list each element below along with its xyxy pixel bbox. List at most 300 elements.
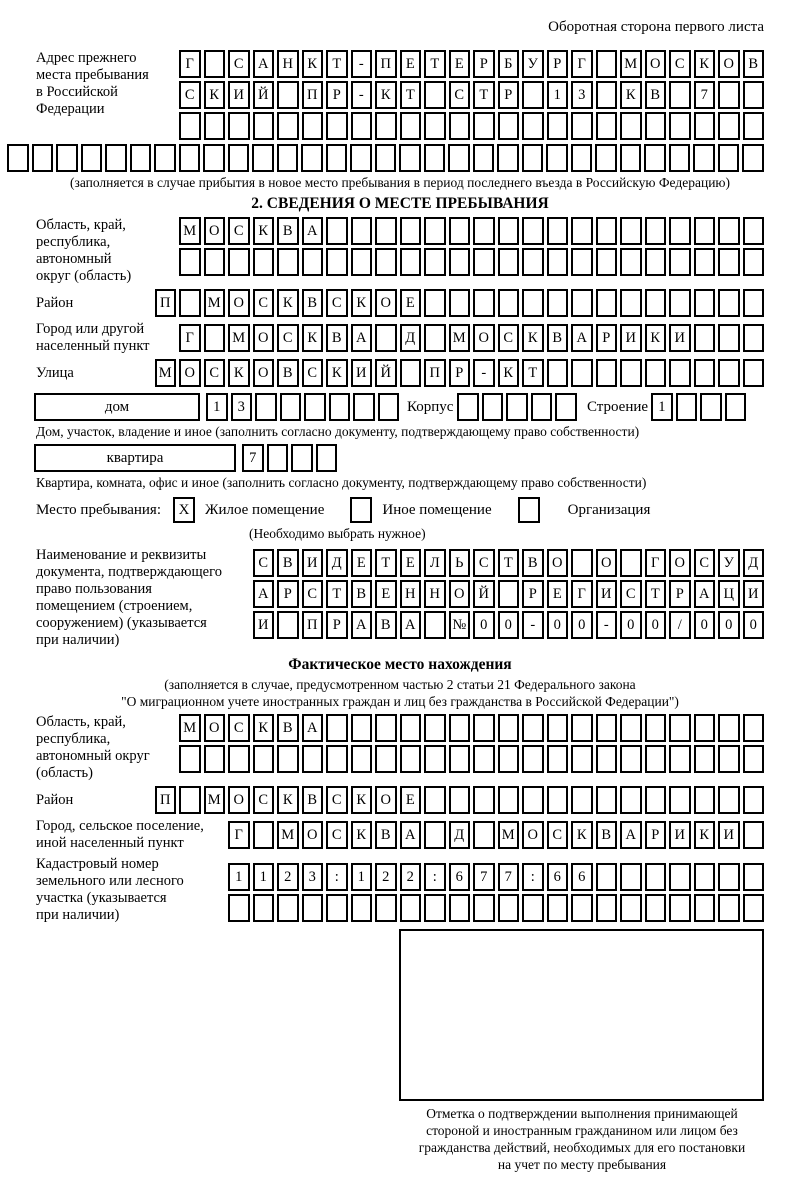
- char-cell: [204, 745, 226, 773]
- cell-row: [179, 81, 764, 109]
- char-cell: Р: [645, 821, 667, 849]
- char-cell: [620, 144, 642, 172]
- cell-row: [179, 324, 764, 352]
- char-cell: 0: [547, 611, 569, 639]
- char-cell: С: [694, 549, 716, 577]
- char-cell: [473, 217, 495, 245]
- char-cell: [718, 894, 740, 922]
- char-cell: О: [449, 580, 471, 608]
- char-cell: [620, 359, 642, 387]
- char-cell: [522, 81, 544, 109]
- char-cell: [645, 112, 667, 140]
- char-cell: [718, 714, 740, 742]
- char-cell: [498, 894, 520, 922]
- char-cell: [267, 444, 289, 472]
- char-cell: [350, 144, 372, 172]
- char-cell: [424, 611, 446, 639]
- char-cell: [326, 714, 348, 742]
- stamp-box: [399, 929, 764, 1101]
- char-cell: С: [277, 324, 299, 352]
- char-cell: -: [351, 50, 373, 78]
- char-cell: С: [253, 289, 275, 317]
- header-note: Оборотная сторона первого листа: [548, 19, 764, 35]
- char-cell: П: [155, 786, 177, 814]
- char-cell: [531, 393, 553, 421]
- char-cell: [596, 289, 618, 317]
- char-cell: [547, 248, 569, 276]
- char-cell: №: [449, 611, 471, 639]
- char-cell: Т: [645, 580, 667, 608]
- char-cell: [596, 359, 618, 387]
- char-cell: [498, 786, 520, 814]
- char-cell: [253, 745, 275, 773]
- char-cell: [255, 393, 277, 421]
- char-cell: [571, 714, 593, 742]
- char-cell: [693, 144, 715, 172]
- oblast-cells: [179, 217, 764, 276]
- char-cell: [620, 248, 642, 276]
- char-cell: [669, 359, 691, 387]
- char-cell: Й: [473, 580, 495, 608]
- char-cell: Р: [498, 81, 520, 109]
- char-cell: 3: [571, 81, 593, 109]
- char-cell: [253, 821, 275, 849]
- char-cell: Е: [400, 289, 422, 317]
- stamp-caption-line: на учет по месту пребывания: [497, 1157, 667, 1172]
- char-cell: 0: [498, 611, 520, 639]
- char-cell: -: [522, 611, 544, 639]
- char-cell: И: [253, 611, 275, 639]
- char-cell: [277, 745, 299, 773]
- char-cell: [424, 324, 446, 352]
- char-cell: С: [498, 324, 520, 352]
- char-cell: К: [253, 217, 275, 245]
- char-cell: 1: [651, 393, 673, 421]
- char-cell: [301, 144, 323, 172]
- fact-oblast-label: [36, 714, 179, 782]
- prev-address-cells: [179, 50, 764, 140]
- char-cell: [669, 217, 691, 245]
- char-cell: О: [253, 359, 275, 387]
- char-cell: С: [228, 217, 250, 245]
- char-cell: [620, 863, 642, 891]
- label-line: Федерации: [36, 101, 105, 117]
- char-cell: [105, 144, 127, 172]
- inoe-pomeshchenie-label: Иное помещение: [382, 501, 492, 518]
- char-cell: С: [669, 50, 691, 78]
- char-cell: А: [351, 324, 373, 352]
- char-cell: :: [522, 863, 544, 891]
- char-cell: [547, 894, 569, 922]
- char-cell: А: [400, 611, 422, 639]
- char-cell: [326, 217, 348, 245]
- char-cell: [351, 745, 373, 773]
- char-cell: [473, 894, 495, 922]
- char-cell: [179, 144, 201, 172]
- cell-row: [228, 894, 764, 922]
- char-cell: О: [718, 50, 740, 78]
- char-cell: 2: [375, 863, 397, 891]
- char-cell: [596, 217, 618, 245]
- char-cell: П: [155, 289, 177, 317]
- char-cell: [676, 393, 698, 421]
- char-cell: [669, 248, 691, 276]
- char-cell: [669, 863, 691, 891]
- char-cell: [326, 144, 348, 172]
- char-cell: [482, 393, 504, 421]
- char-cell: К: [302, 324, 324, 352]
- char-cell: В: [645, 81, 667, 109]
- char-cell: [694, 112, 716, 140]
- char-cell: [620, 289, 642, 317]
- char-cell: В: [547, 324, 569, 352]
- mesto-prebyvaniya-row: [36, 497, 764, 523]
- char-cell: К: [498, 359, 520, 387]
- char-cell: [694, 714, 716, 742]
- char-cell: [473, 821, 495, 849]
- char-cell: [743, 324, 765, 352]
- char-cell: С: [179, 81, 201, 109]
- char-cell: [375, 112, 397, 140]
- cell-row: [651, 393, 746, 421]
- fact-oblast-field: [36, 714, 764, 782]
- char-cell: [326, 894, 348, 922]
- char-cell: [424, 144, 446, 172]
- char-cell: 0: [743, 611, 765, 639]
- char-cell: [522, 112, 544, 140]
- document-cells: [253, 547, 765, 639]
- char-cell: Р: [326, 81, 348, 109]
- prev-address-field: [36, 50, 764, 140]
- char-cell: [620, 217, 642, 245]
- char-cell: [400, 112, 422, 140]
- char-cell: О: [228, 289, 250, 317]
- char-cell: А: [571, 324, 593, 352]
- char-cell: [718, 786, 740, 814]
- char-cell: [399, 144, 421, 172]
- label-line: автономный: [36, 251, 112, 267]
- char-cell: Б: [498, 50, 520, 78]
- checkbox-organizatsiya: [518, 497, 540, 523]
- char-cell: [448, 144, 470, 172]
- char-cell: О: [547, 549, 569, 577]
- char-cell: :: [424, 863, 446, 891]
- char-cell: [596, 863, 618, 891]
- label-line: Область, край,: [36, 714, 126, 730]
- kadastr-label: [36, 856, 228, 924]
- char-cell: Т: [400, 81, 422, 109]
- char-cell: К: [645, 324, 667, 352]
- char-cell: А: [351, 611, 373, 639]
- label-line: Город или другой: [36, 321, 145, 337]
- char-cell: К: [351, 821, 373, 849]
- kadastr-cells: [228, 856, 764, 922]
- char-cell: О: [669, 549, 691, 577]
- char-cell: 7: [473, 863, 495, 891]
- char-cell: С: [228, 50, 250, 78]
- char-cell: [571, 894, 593, 922]
- char-cell: [204, 248, 226, 276]
- char-cell: 7: [498, 863, 520, 891]
- char-cell: [694, 217, 716, 245]
- char-cell: [228, 894, 250, 922]
- char-cell: [743, 112, 765, 140]
- cell-row: [228, 821, 764, 849]
- char-cell: [669, 894, 691, 922]
- char-cell: [743, 81, 765, 109]
- char-cell: [571, 144, 593, 172]
- char-cell: А: [253, 580, 275, 608]
- char-cell: [571, 248, 593, 276]
- char-cell: [743, 863, 765, 891]
- char-cell: [277, 894, 299, 922]
- char-cell: [316, 444, 338, 472]
- char-cell: [252, 144, 274, 172]
- char-cell: [645, 289, 667, 317]
- char-cell: 0: [694, 611, 716, 639]
- char-cell: 3: [302, 863, 324, 891]
- char-cell: [400, 217, 422, 245]
- char-cell: [700, 393, 722, 421]
- char-cell: [179, 112, 201, 140]
- fact-gorod-field: [36, 818, 764, 852]
- char-cell: Д: [326, 549, 348, 577]
- char-cell: [743, 714, 765, 742]
- char-cell: [449, 289, 471, 317]
- char-cell: [596, 50, 618, 78]
- char-cell: [694, 324, 716, 352]
- label-line: округ (область): [36, 268, 132, 284]
- raion-field: [36, 289, 764, 317]
- char-cell: О: [204, 714, 226, 742]
- char-cell: П: [302, 611, 324, 639]
- char-cell: [130, 144, 152, 172]
- cell-row: [228, 863, 764, 891]
- label-line: при наличии): [36, 907, 120, 923]
- label-line: земельного или лесного: [36, 873, 184, 889]
- char-cell: [669, 714, 691, 742]
- char-cell: [449, 786, 471, 814]
- char-cell: [718, 81, 740, 109]
- korpus-label: Корпус: [407, 398, 454, 415]
- char-cell: О: [302, 821, 324, 849]
- kvartira-box: квартира: [34, 444, 236, 472]
- char-cell: [547, 289, 569, 317]
- char-cell: [424, 81, 446, 109]
- char-cell: [228, 745, 250, 773]
- char-cell: О: [253, 324, 275, 352]
- stamp-caption: [392, 1105, 772, 1173]
- char-cell: С: [326, 821, 348, 849]
- char-cell: [351, 112, 373, 140]
- char-cell: К: [694, 821, 716, 849]
- char-cell: [620, 786, 642, 814]
- label-line: Адрес прежнего: [36, 50, 137, 66]
- char-cell: 6: [547, 863, 569, 891]
- char-cell: [645, 745, 667, 773]
- char-cell: 1: [228, 863, 250, 891]
- char-cell: Е: [449, 50, 471, 78]
- cell-row: [155, 289, 765, 317]
- char-cell: С: [253, 549, 275, 577]
- cell-row: [179, 112, 764, 140]
- char-cell: Р: [547, 50, 569, 78]
- char-cell: [400, 745, 422, 773]
- char-cell: Р: [326, 611, 348, 639]
- char-cell: А: [620, 821, 642, 849]
- char-cell: [449, 745, 471, 773]
- char-cell: В: [277, 714, 299, 742]
- char-cell: [522, 894, 544, 922]
- label-line: республика,: [36, 731, 111, 747]
- char-cell: [620, 745, 642, 773]
- char-cell: Р: [669, 580, 691, 608]
- char-cell: [497, 144, 519, 172]
- char-cell: [571, 217, 593, 245]
- char-cell: [473, 144, 495, 172]
- prev-address-label: [36, 50, 179, 118]
- char-cell: [424, 248, 446, 276]
- stamp-caption-line: Отметка о подтверждении выполнения принимающей: [426, 1106, 738, 1121]
- char-cell: К: [326, 359, 348, 387]
- char-cell: [718, 144, 740, 172]
- char-cell: [253, 894, 275, 922]
- char-cell: Т: [375, 549, 397, 577]
- char-cell: [506, 393, 528, 421]
- char-cell: [228, 144, 250, 172]
- char-cell: [400, 248, 422, 276]
- cell-row: [179, 714, 764, 742]
- cell-row: [206, 393, 399, 421]
- char-cell: [329, 393, 351, 421]
- char-cell: А: [694, 580, 716, 608]
- mesto-label: Место пребывания:: [36, 501, 161, 518]
- char-cell: [718, 217, 740, 245]
- char-cell: [7, 144, 29, 172]
- char-cell: [645, 359, 667, 387]
- char-cell: [669, 144, 691, 172]
- char-cell: [620, 549, 642, 577]
- char-cell: [596, 894, 618, 922]
- char-cell: 2: [400, 863, 422, 891]
- char-cell: К: [375, 81, 397, 109]
- char-cell: М: [204, 289, 226, 317]
- char-cell: К: [694, 50, 716, 78]
- char-cell: М: [204, 786, 226, 814]
- char-cell: О: [375, 786, 397, 814]
- cell-row: [253, 549, 765, 577]
- char-cell: [424, 289, 446, 317]
- char-cell: П: [375, 50, 397, 78]
- prev-address-overflow-row: [7, 144, 764, 172]
- char-cell: [498, 248, 520, 276]
- char-cell: К: [277, 786, 299, 814]
- char-cell: [571, 289, 593, 317]
- char-cell: О: [375, 289, 397, 317]
- char-cell: [449, 248, 471, 276]
- char-cell: 0: [620, 611, 642, 639]
- char-cell: К: [571, 821, 593, 849]
- char-cell: К: [228, 359, 250, 387]
- char-cell: К: [302, 50, 324, 78]
- char-cell: [81, 144, 103, 172]
- char-cell: [375, 745, 397, 773]
- label-line: сооружением) (указывается: [36, 615, 207, 631]
- char-cell: [424, 112, 446, 140]
- char-cell: Т: [326, 580, 348, 608]
- char-cell: М: [228, 324, 250, 352]
- char-cell: [694, 894, 716, 922]
- char-cell: [375, 894, 397, 922]
- char-cell: О: [645, 50, 667, 78]
- char-cell: [179, 289, 201, 317]
- char-cell: [375, 324, 397, 352]
- char-cell: [718, 863, 740, 891]
- label-line: помещением (строением,: [36, 598, 193, 614]
- oblast-field: [36, 217, 764, 285]
- label-line: право пользования: [36, 581, 152, 597]
- char-cell: О: [522, 821, 544, 849]
- char-cell: [498, 289, 520, 317]
- char-cell: Г: [645, 549, 667, 577]
- char-cell: Ц: [718, 580, 740, 608]
- ulitsa-field: [36, 359, 764, 387]
- cell-row: [457, 393, 577, 421]
- char-cell: К: [277, 289, 299, 317]
- char-cell: [571, 549, 593, 577]
- char-cell: [546, 144, 568, 172]
- char-cell: [179, 248, 201, 276]
- char-cell: С: [228, 714, 250, 742]
- char-cell: [351, 714, 373, 742]
- gorod-field: [36, 321, 764, 355]
- char-cell: М: [179, 714, 201, 742]
- char-cell: В: [302, 289, 324, 317]
- char-cell: К: [620, 81, 642, 109]
- char-cell: [522, 289, 544, 317]
- char-cell: Г: [571, 580, 593, 608]
- char-cell: Й: [253, 81, 275, 109]
- char-cell: И: [743, 580, 765, 608]
- char-cell: [547, 745, 569, 773]
- char-cell: [302, 894, 324, 922]
- char-cell: И: [302, 549, 324, 577]
- char-cell: [743, 786, 765, 814]
- char-cell: Й: [375, 359, 397, 387]
- char-cell: О: [596, 549, 618, 577]
- char-cell: С: [473, 549, 495, 577]
- char-cell: [596, 112, 618, 140]
- char-cell: Г: [228, 821, 250, 849]
- char-cell: В: [302, 786, 324, 814]
- kadastr-field: [36, 856, 764, 924]
- char-cell: С: [253, 786, 275, 814]
- char-cell: М: [449, 324, 471, 352]
- char-cell: -: [351, 81, 373, 109]
- char-cell: [400, 894, 422, 922]
- char-cell: [743, 745, 765, 773]
- char-cell: [718, 324, 740, 352]
- char-cell: [522, 217, 544, 245]
- label-line: при наличии): [36, 632, 120, 648]
- char-cell: 2: [277, 863, 299, 891]
- char-cell: Н: [424, 580, 446, 608]
- char-cell: В: [277, 217, 299, 245]
- char-cell: В: [596, 821, 618, 849]
- char-cell: [669, 112, 691, 140]
- char-cell: [596, 786, 618, 814]
- char-cell: Д: [743, 549, 765, 577]
